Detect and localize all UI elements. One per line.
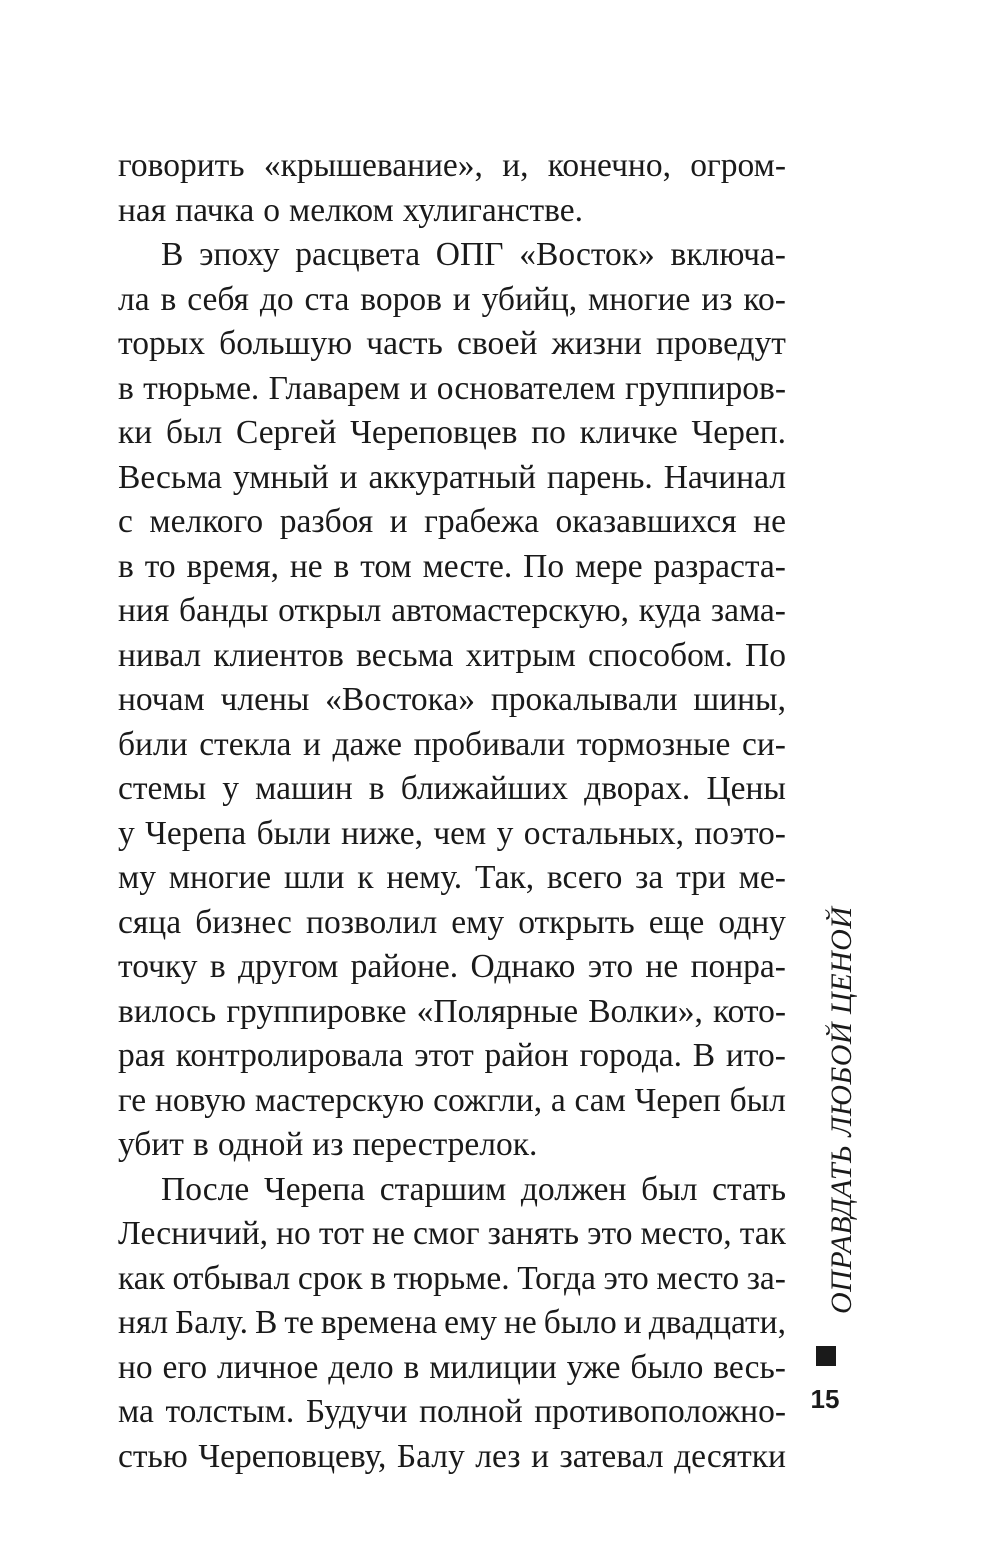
- word: точку: [118, 948, 198, 985]
- word: ма: [118, 1393, 154, 1430]
- text-line: [118, 856, 786, 901]
- word: оказавшихся: [555, 503, 737, 540]
- word: конечно,: [547, 147, 671, 184]
- word: всего: [546, 859, 623, 896]
- word: торых: [118, 325, 205, 362]
- word: зама-: [710, 592, 786, 629]
- word: си-: [741, 725, 786, 763]
- word: милиции: [429, 1348, 557, 1386]
- word: не: [372, 1215, 405, 1252]
- word: многие: [168, 859, 272, 896]
- word: дело: [328, 1348, 394, 1386]
- word: даже: [332, 725, 402, 763]
- word: грабежа: [424, 503, 539, 540]
- word: за-: [746, 1259, 786, 1297]
- word: эпоху: [199, 236, 280, 273]
- word: тормозные: [576, 725, 731, 763]
- word: Балу: [396, 1437, 465, 1475]
- text-line: [118, 500, 786, 545]
- word: в: [209, 948, 226, 985]
- word: Череп.: [691, 414, 786, 451]
- word: воров: [360, 280, 442, 318]
- text-line: [118, 322, 786, 367]
- word: так: [739, 1215, 786, 1252]
- word: полной: [419, 1393, 523, 1430]
- text-line: [118, 901, 786, 946]
- word: прокалывали: [490, 681, 678, 718]
- word: занять: [487, 1215, 580, 1252]
- word: и: [409, 369, 428, 407]
- word: Череповцев: [350, 414, 518, 451]
- word: был: [729, 1081, 786, 1119]
- word: нему.: [386, 859, 463, 896]
- text-line: [118, 545, 786, 590]
- word: не: [289, 547, 323, 585]
- word: В: [692, 1037, 716, 1074]
- word: стекла: [199, 725, 292, 763]
- word: открыл: [278, 592, 382, 629]
- text-line: [118, 1346, 786, 1391]
- word: понра-: [690, 948, 786, 985]
- word: включа-: [670, 236, 786, 273]
- word: тюрьме.: [143, 369, 260, 407]
- word: и: [339, 458, 358, 496]
- word: затевал: [559, 1437, 664, 1475]
- word: большую: [219, 325, 353, 362]
- word: но: [276, 1215, 311, 1252]
- word: не: [753, 503, 786, 540]
- word: а: [550, 1081, 566, 1119]
- word: время,: [186, 547, 279, 585]
- running-title: ОПРАВДАТЬ ЛЮБОЙ ЦЕНОЙ: [825, 906, 858, 1314]
- word: Будучи: [305, 1393, 408, 1430]
- word: ему: [444, 1304, 497, 1341]
- word: чем: [433, 814, 487, 852]
- word: новую: [154, 1081, 247, 1119]
- word: ниже,: [341, 814, 423, 852]
- word: и,: [502, 147, 529, 184]
- word: били: [118, 725, 188, 763]
- word: открыть: [518, 903, 635, 941]
- word: машин: [255, 770, 353, 807]
- word: был: [641, 1170, 698, 1208]
- word: ночам: [118, 681, 205, 718]
- word: города.: [579, 1037, 682, 1074]
- word: это: [603, 1259, 649, 1297]
- text-line: [118, 278, 786, 323]
- word: противоположно-: [534, 1393, 786, 1430]
- word: другом: [238, 948, 339, 985]
- word: тот: [318, 1215, 365, 1252]
- word: толстым.: [165, 1393, 295, 1430]
- word: многие: [588, 280, 691, 318]
- word: мелкого: [149, 503, 264, 540]
- word: клиентов: [213, 636, 344, 674]
- text-line: [118, 411, 786, 456]
- word: Однако: [470, 948, 576, 985]
- word: времена: [320, 1304, 438, 1341]
- word: был: [165, 414, 223, 451]
- word: район: [484, 1037, 569, 1074]
- text-line: [118, 189, 786, 234]
- word: это: [587, 948, 634, 985]
- word: Черепа: [263, 1170, 365, 1208]
- word: весьма: [356, 636, 454, 674]
- word: Главарем: [268, 369, 401, 407]
- word: те: [284, 1304, 314, 1341]
- word: и: [389, 503, 408, 540]
- text-line: [118, 1212, 786, 1257]
- word: тюрьме.: [393, 1259, 510, 1297]
- word: му: [118, 859, 156, 896]
- word: контролировала: [175, 1037, 404, 1074]
- text-line: [118, 1168, 786, 1213]
- word: автомастерскую,: [391, 592, 630, 629]
- word: старшим: [379, 1170, 507, 1208]
- word: «Востока»: [325, 681, 476, 718]
- word: должен: [520, 1170, 627, 1208]
- word: ближайших: [400, 770, 569, 807]
- word: этот: [414, 1037, 474, 1074]
- text-line: [118, 1123, 786, 1168]
- word: с: [118, 503, 133, 540]
- word: Весьма: [118, 458, 223, 496]
- word: за: [635, 859, 664, 896]
- word: месте.: [422, 547, 513, 585]
- text-line: [118, 144, 786, 189]
- word: пробивали: [413, 725, 566, 763]
- word: мере: [574, 547, 643, 585]
- word: но: [118, 1348, 153, 1386]
- word: стемы: [118, 770, 207, 807]
- text-line: [118, 589, 786, 634]
- word: сожгли,: [433, 1081, 543, 1119]
- word: Начинал: [663, 458, 786, 496]
- word: и: [623, 1304, 642, 1341]
- body-text: [118, 144, 786, 1479]
- word: Балу.: [175, 1304, 248, 1341]
- text-line: [118, 1034, 786, 1079]
- text-line: [118, 1435, 786, 1480]
- word: отбывал: [172, 1259, 291, 1297]
- text-line: [118, 945, 786, 990]
- word: как: [118, 1259, 165, 1297]
- word: «Восток»: [519, 236, 655, 273]
- word: огром-: [690, 147, 786, 184]
- word: сяца: [118, 903, 182, 941]
- word: и: [303, 725, 321, 763]
- word: к: [357, 859, 374, 896]
- word: срок: [297, 1259, 363, 1297]
- word: хитрым: [465, 636, 576, 674]
- text-line: [118, 812, 786, 857]
- word: поэто-: [694, 814, 786, 852]
- word: три: [676, 859, 726, 896]
- text-line: [118, 1390, 786, 1435]
- word: еще: [648, 903, 705, 941]
- word: парень.: [546, 458, 653, 496]
- word: место,: [640, 1215, 732, 1252]
- word: мелком: [289, 191, 394, 229]
- word: ОПГ: [435, 236, 504, 273]
- word: то: [144, 547, 176, 585]
- word: весь-: [713, 1348, 786, 1386]
- word: ге: [118, 1081, 147, 1119]
- word: В: [161, 236, 184, 273]
- word: личное: [216, 1348, 319, 1386]
- word: «Полярные: [416, 992, 579, 1030]
- word: Череповцеву,: [198, 1437, 387, 1475]
- word: члены: [220, 681, 310, 718]
- text-line: [118, 678, 786, 723]
- word: способом.: [588, 636, 733, 674]
- word: кличке: [579, 414, 678, 451]
- word: В: [254, 1304, 278, 1341]
- word: разбоя: [279, 503, 374, 540]
- text-line: [118, 723, 786, 768]
- word: ито-: [725, 1037, 786, 1074]
- square-marker-icon: [816, 1346, 836, 1366]
- word: проведут: [656, 325, 786, 362]
- word: По: [523, 547, 565, 585]
- word: десятки: [674, 1437, 786, 1475]
- word: в: [118, 547, 134, 585]
- word: шли: [284, 859, 345, 896]
- text-line: [118, 1079, 786, 1124]
- word: куда: [638, 592, 702, 629]
- word: своей: [457, 325, 538, 362]
- word: ме-: [738, 859, 786, 896]
- word: и: [452, 280, 471, 318]
- word: бизнес: [195, 903, 292, 941]
- word: в: [118, 369, 134, 407]
- word: стью: [118, 1437, 188, 1475]
- page-number: 15: [810, 1384, 840, 1414]
- text-line: [118, 367, 786, 412]
- word: смог: [413, 1215, 480, 1252]
- text-line: [118, 990, 786, 1035]
- word: ко-: [743, 280, 786, 318]
- word: в: [333, 547, 350, 585]
- word: пачка: [175, 191, 255, 229]
- word: одну: [718, 903, 786, 941]
- word: нял: [118, 1304, 169, 1341]
- word: Волки»,: [588, 992, 703, 1030]
- word: его: [162, 1348, 208, 1386]
- word: ста: [304, 280, 350, 318]
- word: банды: [179, 592, 269, 629]
- word: было: [630, 1348, 704, 1386]
- word: о: [263, 191, 280, 229]
- word: в: [160, 280, 177, 318]
- word: ему: [451, 903, 505, 941]
- word: хулиганстве.: [402, 191, 584, 229]
- word: ки: [118, 414, 153, 451]
- word: Черепа: [145, 814, 247, 852]
- word: расцвета: [295, 236, 421, 273]
- word: умный: [232, 458, 329, 496]
- word: жизни: [551, 325, 642, 362]
- word: перестрелок.: [352, 1126, 538, 1163]
- word: группировке: [226, 992, 407, 1030]
- word: рая: [118, 1037, 166, 1074]
- word: убит: [118, 1126, 184, 1163]
- word: Череп: [634, 1081, 721, 1119]
- word: было: [543, 1304, 617, 1341]
- word: кото-: [713, 992, 786, 1030]
- word: ная: [118, 191, 167, 229]
- word: районе.: [350, 948, 459, 985]
- word: из: [701, 280, 733, 318]
- word: нивал: [118, 636, 202, 674]
- word: основателем: [436, 369, 616, 407]
- word: уже: [566, 1348, 621, 1386]
- word: мастерскую: [254, 1081, 425, 1119]
- word: разраста-: [653, 547, 786, 585]
- word: в: [368, 770, 385, 807]
- word: Сергей: [235, 414, 337, 451]
- word: сам: [574, 1081, 626, 1119]
- word: Лесничий,: [118, 1215, 268, 1252]
- word: у: [496, 814, 514, 852]
- text-line: [118, 634, 786, 679]
- word: в: [403, 1348, 420, 1386]
- word: Цены: [706, 770, 786, 807]
- word: остальных,: [523, 814, 684, 852]
- word: не: [645, 948, 679, 985]
- word: лез: [475, 1437, 521, 1475]
- text-line: [118, 1257, 786, 1302]
- word: Тогда: [517, 1259, 596, 1297]
- word: убийц,: [481, 280, 578, 318]
- word: аккуратный: [368, 458, 536, 496]
- word: и: [531, 1437, 549, 1475]
- word: одной: [217, 1126, 304, 1163]
- text-line: [118, 456, 786, 501]
- word: группиров-: [624, 369, 786, 407]
- word: ния: [118, 592, 170, 629]
- word: Так,: [474, 859, 535, 896]
- word: говорить: [118, 147, 245, 184]
- word: двадцати,: [648, 1304, 786, 1341]
- word: После: [161, 1170, 250, 1208]
- word: до: [259, 280, 294, 318]
- word: том: [360, 547, 412, 585]
- word: «крышевание»,: [263, 147, 483, 184]
- text-line: [118, 767, 786, 812]
- text-line: [118, 1301, 786, 1346]
- word: у: [222, 770, 239, 807]
- word: у: [118, 814, 135, 852]
- word: были: [256, 814, 331, 852]
- word: из: [312, 1126, 344, 1163]
- word: место: [656, 1259, 740, 1297]
- word: в: [192, 1126, 209, 1163]
- word: не: [503, 1304, 537, 1341]
- word: это: [587, 1215, 633, 1252]
- word: себя: [187, 280, 249, 318]
- word: ла: [118, 280, 150, 318]
- word: шины,: [693, 681, 786, 718]
- word: по: [531, 414, 566, 451]
- word: дворах.: [584, 770, 691, 807]
- word: По: [745, 636, 786, 674]
- text-line: [118, 233, 786, 278]
- word: вилось: [118, 992, 217, 1030]
- word: в: [370, 1259, 386, 1297]
- word: позволил: [306, 903, 438, 941]
- word: стать: [712, 1170, 786, 1208]
- word: часть: [366, 325, 443, 362]
